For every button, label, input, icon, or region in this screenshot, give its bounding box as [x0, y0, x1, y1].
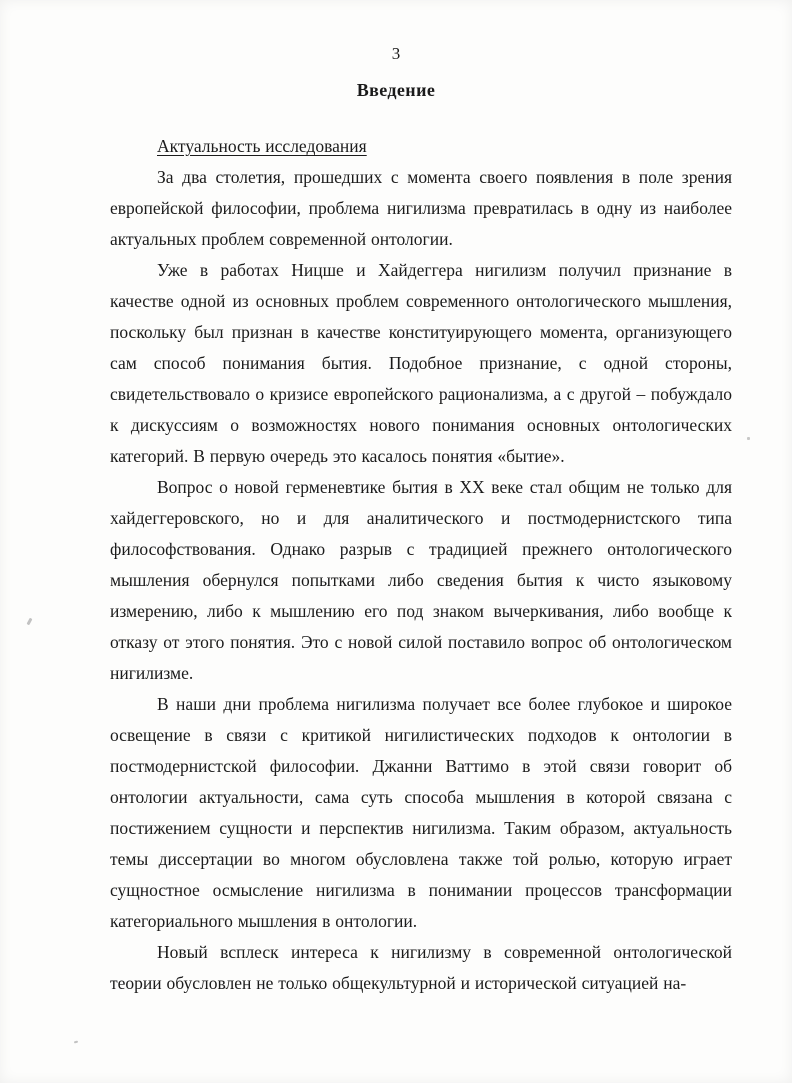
paragraph: Новый всплеск интереса к нигилизму в современной онтологической теории обусловлен не только общекультурной и исторической ситуацией на- [110, 942, 732, 993]
scan-artifact [747, 437, 750, 440]
section-heading: Актуальность исследования [157, 136, 367, 156]
scan-artifact [74, 1041, 78, 1044]
paragraph: За два столетия, прошедших с момента своего появления в поле зрения европейской философии, проблема нигилизма превратилась в одну из наиболее актуальных проблем современной онтологии. [110, 167, 732, 249]
text-block [110, 131, 732, 999]
paragraph: В наши дни проблема нигилизма получает все более глубокое и широкое освещение в связи с критикой нигилистических подходов к онтологии в постмодернистской философии. Джанни Ваттимо в этой связи говорит об онтологии актуальности, сама суть способа мышления в которой связана с постижением сущности и перспектив нигилизма. Таким образом, актуальность темы диссертации во многом обусловлена также той ролью, которую играет сущностное осмысление нигилизма в понимании процессов трансформации категориального мышления в онтологии. [110, 694, 732, 931]
page-number: 3 [391, 44, 401, 63]
page-title: Введение [356, 80, 436, 100]
section-heading-line [110, 131, 732, 162]
scan-artifact [27, 618, 33, 626]
paragraph: Вопрос о новой герменевтике бытия в XX веке стал общим не только для хайдеггеровского, но и для аналитического и постмодернистского типа философствования. Однако разрыв с традицией прежнего онтологического мышления обернулся попытками либо сведения бытия к чисто языковому измерению, либо к мышлению его под знаком вычеркивания, либо вообще к отказу от этого понятия. Это с новой силой поставило вопрос об онтологическом нигилизме. [110, 477, 732, 683]
paragraph: Уже в работах Ницше и Хайдеггера нигилизм получил признание в качестве одной из основных проблем современного онтологического мышления, поскольку был признан в качестве конституирующего момента, организующего сам способ понимания бытия. Подобное признание, с одной стороны, свидетельствовало о кризисе европейского рационализма, а с другой – побуждало к дискуссиям о возможностях нового понимания основных онтологических категорий. В первую очередь это касалось понятия «бытие». [110, 260, 732, 466]
